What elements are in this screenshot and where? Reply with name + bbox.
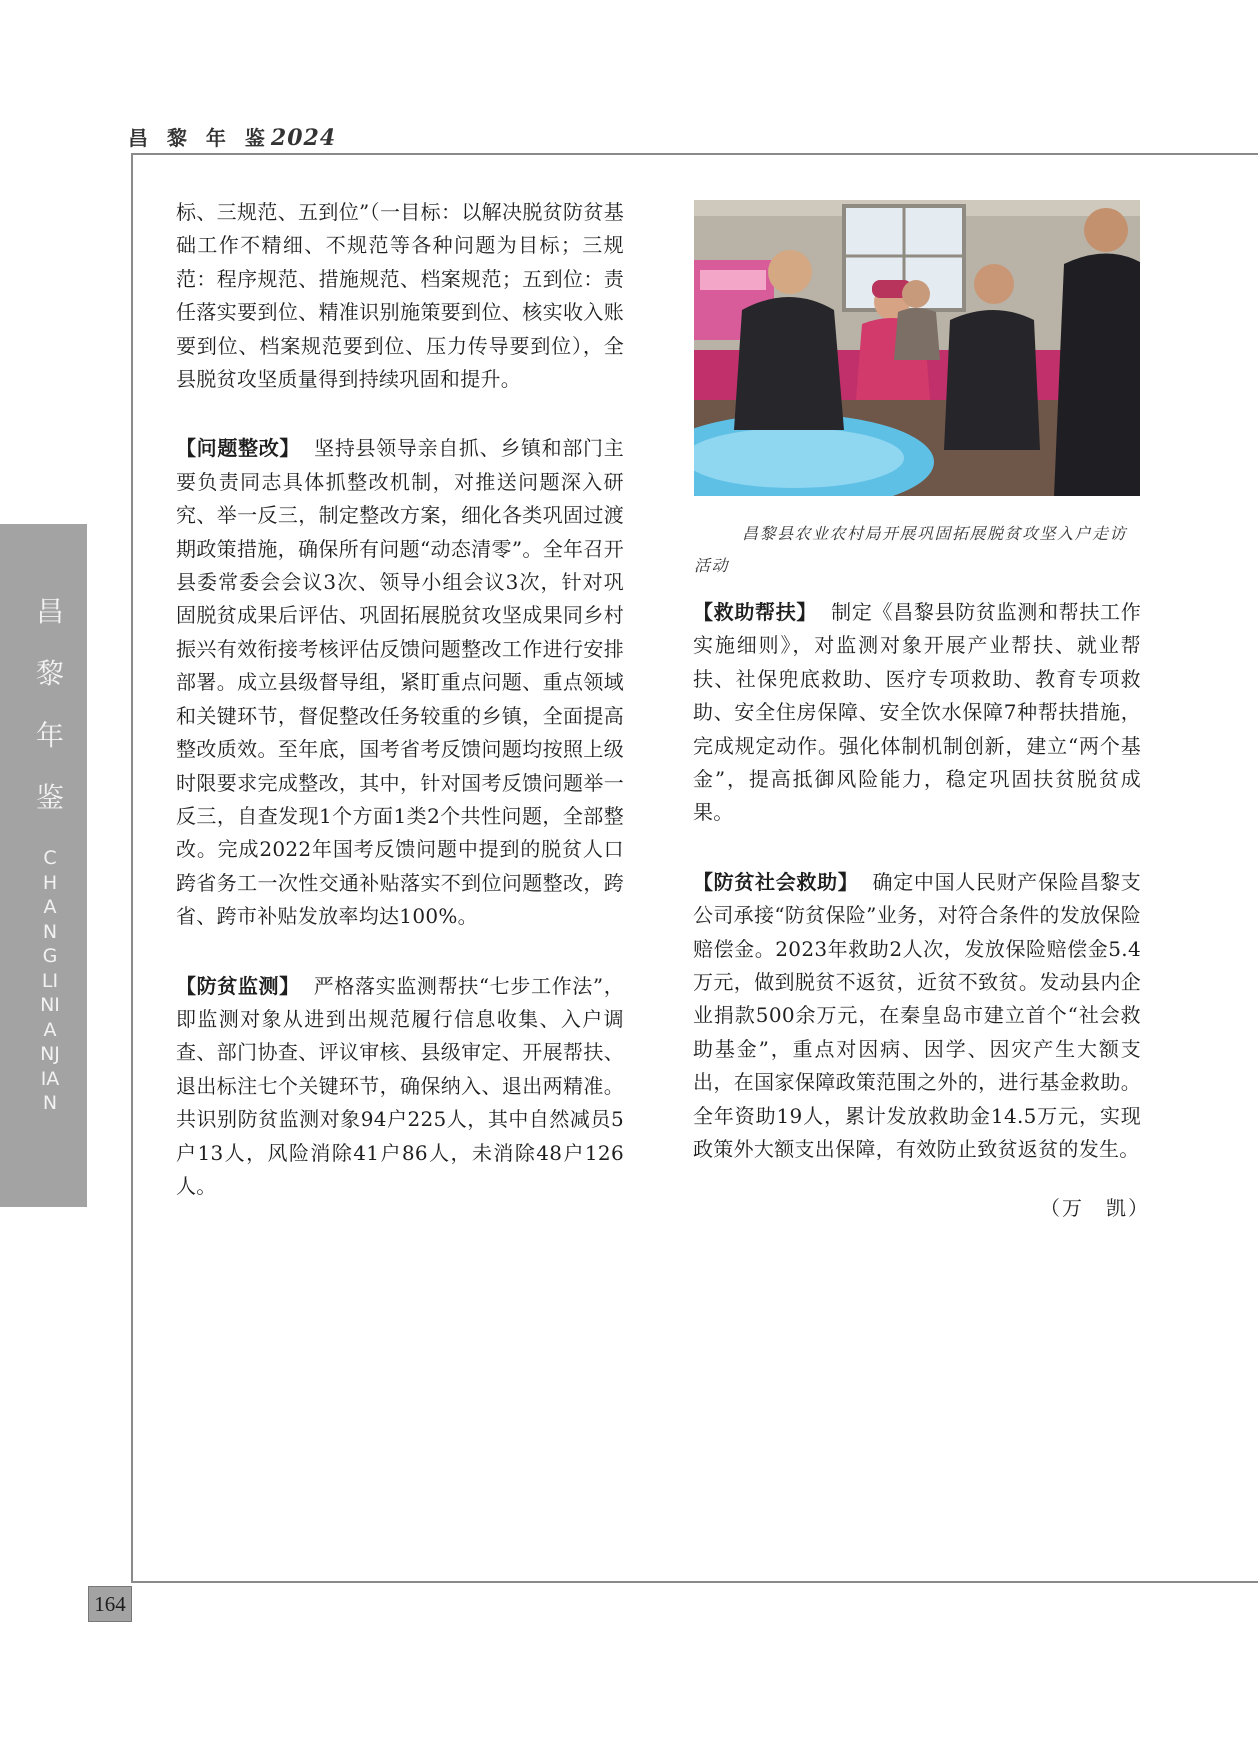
page-number: 164	[88, 1586, 132, 1622]
paragraph-body: 确定中国人民财产保险昌黎支公司承接“防贫保险”业务，对符合条件的发放保险赔偿金。2023年救助2人次，发放保险赔偿金5.4万元，做到脱贫不返贫，近贫不致贫。发动县内企业捐款500余万元，在秦皇岛市建立首个“社会救助基金”，重点对因病、因学、因灾产生大额支出，在国家保障政策范围之外的，进行基金救助。全年资助19人，累计发放救助金14.5万元，实现政策外大额支出保障，有效防止致贫返贫的发生。	[693, 869, 1141, 1162]
paragraph-assistance	[693, 596, 1141, 830]
header-year: 2024	[270, 125, 337, 151]
side-tab-char: 昌	[36, 595, 65, 628]
paragraph-body: 严格落实监测帮扶“七步工作法”，即监测对象从进到出规范履行信息收集、入户调查、部门协查、评议审核、县级审定、开展帮扶、退出标注七个关键环节，确保纳入、退出两精准。共识别防贫监测对象94户225人，其中自然减员5户13人，风险消除41户86人，未消除48户126人。	[176, 973, 624, 1198]
paragraph-rectification	[176, 432, 624, 933]
paragraph-body: 制定《昌黎县防贫监测和帮扶工作实施细则》，对监测对象开展产业帮扶、就业帮扶、社保兜底救助、医疗专项救助、教育专项救助、安全住房保障、安全饮水保障7种帮扶措施，完成规定动作。强化体制机制创新，建立“两个基金”，提高抵御风险能力，稳定巩固扶贫脱贫成果。	[693, 600, 1141, 825]
section-heading: 【防贫监测】	[176, 973, 300, 998]
paragraph-intro: 标、三规范、五到位”（一目标：以解决脱贫防贫基础工作不精细、不规范等各种问题为目标；三规范：程序规范、措施规范、档案规范；五到位：责任落实要到位、精准识别施策要到位、核实收入账要到位、档案规范要到位、压力传导要到位），全县脱贫攻坚质量得到持续巩固和提升。	[176, 200, 624, 392]
paragraph-social-relief	[693, 866, 1141, 1167]
header-title-text: 昌 黎 年 鉴	[128, 126, 271, 150]
side-tab-latin: CHANGLINIANJIAN	[40, 847, 60, 1114]
photo-illustration	[694, 200, 1140, 496]
section-heading: 【救助帮扶】	[693, 600, 818, 624]
frame-bottom-rule	[131, 1581, 1258, 1583]
paragraph-monitoring	[176, 970, 624, 1204]
paragraph-body: 坚持县领导亲自抓、乡镇和部门主要负责同志具体抓整改机制，对推送问题深入研究、举一反三，制定整改方案，细化各类巩固过渡期政策措施，确保所有问题“动态清零”。全年召开县委常委会会议3次、领导小组会议3次，针对巩固脱贫成果后评估、巩固拓展脱贫攻坚成果同乡村振兴有效衔接考核评估反馈问题整改工作进行安排部署。成立县级督导组，紧盯重点问题、重点领域和关键环节，督促整改任务较重的乡镇，全面提高整改质效。至年底，国考省考反馈问题均按照上级时限要求完成整改，其中，针对国考反馈问题举一反三，自查发现1个方面1类2个共性问题，全部整改。完成2022年国考反馈问题中提到的脱贫人口跨省务工一次性交通补贴落实不到位问题整改，跨省、跨市补贴发放率均达100%。	[176, 436, 624, 929]
running-header	[128, 122, 336, 151]
author-credit: （万 凯）	[1040, 1196, 1150, 1220]
frame-left-rule	[131, 153, 133, 1583]
left-column	[176, 196, 624, 1239]
photo-caption: 昌黎县农业农村局开展巩固拓展脱贫攻坚入户走访活动	[694, 524, 1128, 575]
section-heading: 【问题整改】	[176, 436, 301, 461]
frame-top-rule	[131, 153, 1258, 155]
right-column	[693, 596, 1141, 1203]
news-photo	[694, 200, 1140, 496]
side-tab-char: 年	[36, 719, 65, 752]
section-heading: 【防贫社会救助】	[693, 869, 859, 894]
side-tab-char: 鉴	[36, 781, 65, 814]
side-tab-char: 黎	[36, 657, 65, 690]
